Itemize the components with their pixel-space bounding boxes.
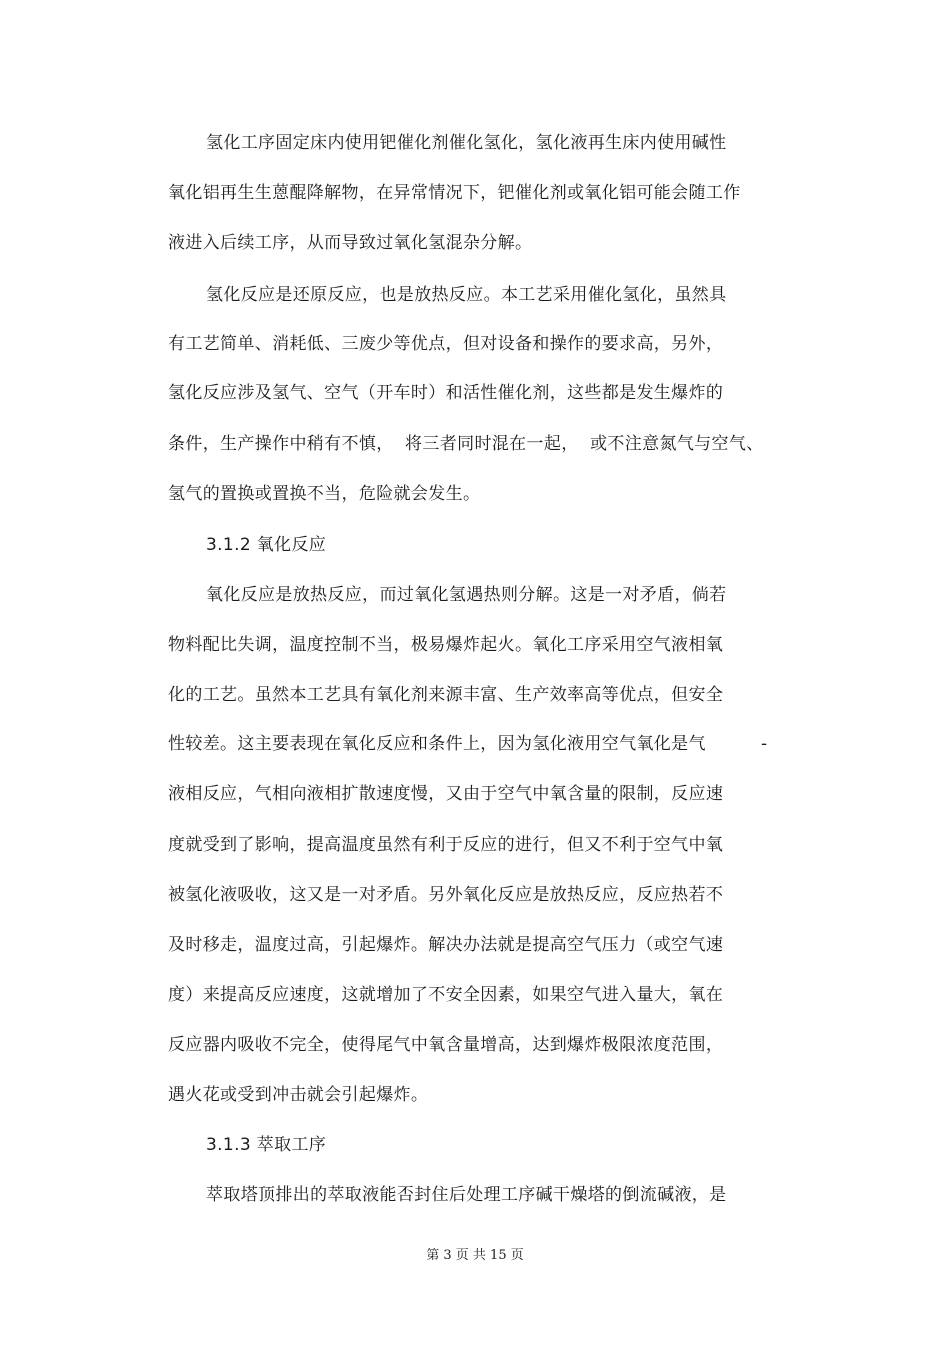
paragraph-line: 度就受到了影响，提高温度虽然有利于反应的进行，但又不利于空气中氧 <box>168 835 724 855</box>
paragraph-line: 氢化反应涉及氢气、空气（开车时）和活性催化剂，这些都是发生爆炸的 <box>168 383 724 403</box>
paragraph-line: 条件，生产操作中稍有不慎， 将三者同时混在一起， 或不注意氮气与空气、 <box>168 434 764 454</box>
paragraph-line: 度）来提高反应速度，这就增加了不安全因素，如果空气进入量大，氧在 <box>168 985 724 1005</box>
paragraph-line: 氢气的置换或置换不当，危险就会发生。 <box>168 484 481 504</box>
paragraph-line: 性较差。这主要表现在氧化反应和条件上，因为氢化液用空气氧化是气 <box>168 734 706 754</box>
page-footer: 第 3 页 共 15 页 <box>426 1248 524 1263</box>
paragraph-line: 化的工艺。虽然本工艺具有氧化剂来源丰富、生产效率高等优点，但安全 <box>168 685 724 705</box>
paragraph-line: 遇火花或受到冲击就会引起爆炸。 <box>168 1085 429 1105</box>
paragraph-line: 氧化铝再生生蒽醌降解物，在异常情况下，钯催化剂或氧化铝可能会随工作 <box>168 183 741 203</box>
paragraph-line: 有工艺简单、消耗低、三废少等优点，但对设备和操作的要求高，另外， <box>168 334 724 354</box>
section-heading: 3.1.2 氧化反应 <box>206 535 327 555</box>
paragraph-line: 被氢化液吸收，这又是一对矛盾。另外氧化反应是放热反应，反应热若不 <box>168 885 724 905</box>
paragraph-line: 反应器内吸收不完全，使得尾气中氧含量增高，达到爆炸极限浓度范围， <box>168 1035 724 1055</box>
paragraph-line: 物料配比失调，温度控制不当，极易爆炸起火。氧化工序采用空气液相氧 <box>168 635 724 655</box>
paragraph-line: 氢化工序固定床内使用钯催化剂催化氢化，氢化液再生床内使用碱性 <box>206 133 727 153</box>
section-heading: 3.1.3 萃取工序 <box>206 1135 327 1155</box>
paragraph-line: 液相反应，气相向液相扩散速度慢，又由于空气中氧含量的限制，反应速 <box>168 784 724 804</box>
paragraph-line: 萃取塔顶排出的萃取液能否封住后处理工序碱干燥塔的倒流碱液，是 <box>206 1185 727 1205</box>
line-hyphen: - <box>761 734 768 754</box>
paragraph-line: 液进入后续工序，从而导致过氧化氢混杂分解。 <box>168 233 533 253</box>
paragraph-line: 氧化反应是放热反应，而过氧化氢遇热则分解。这是一对矛盾，倘若 <box>206 585 727 605</box>
paragraph-line: 及时移走，温度过高，引起爆炸。解决办法就是提高空气压力（或空气速 <box>168 935 724 955</box>
paragraph-line: 氢化反应是还原反应，也是放热反应。本工艺采用催化氢化，虽然具 <box>206 285 727 305</box>
